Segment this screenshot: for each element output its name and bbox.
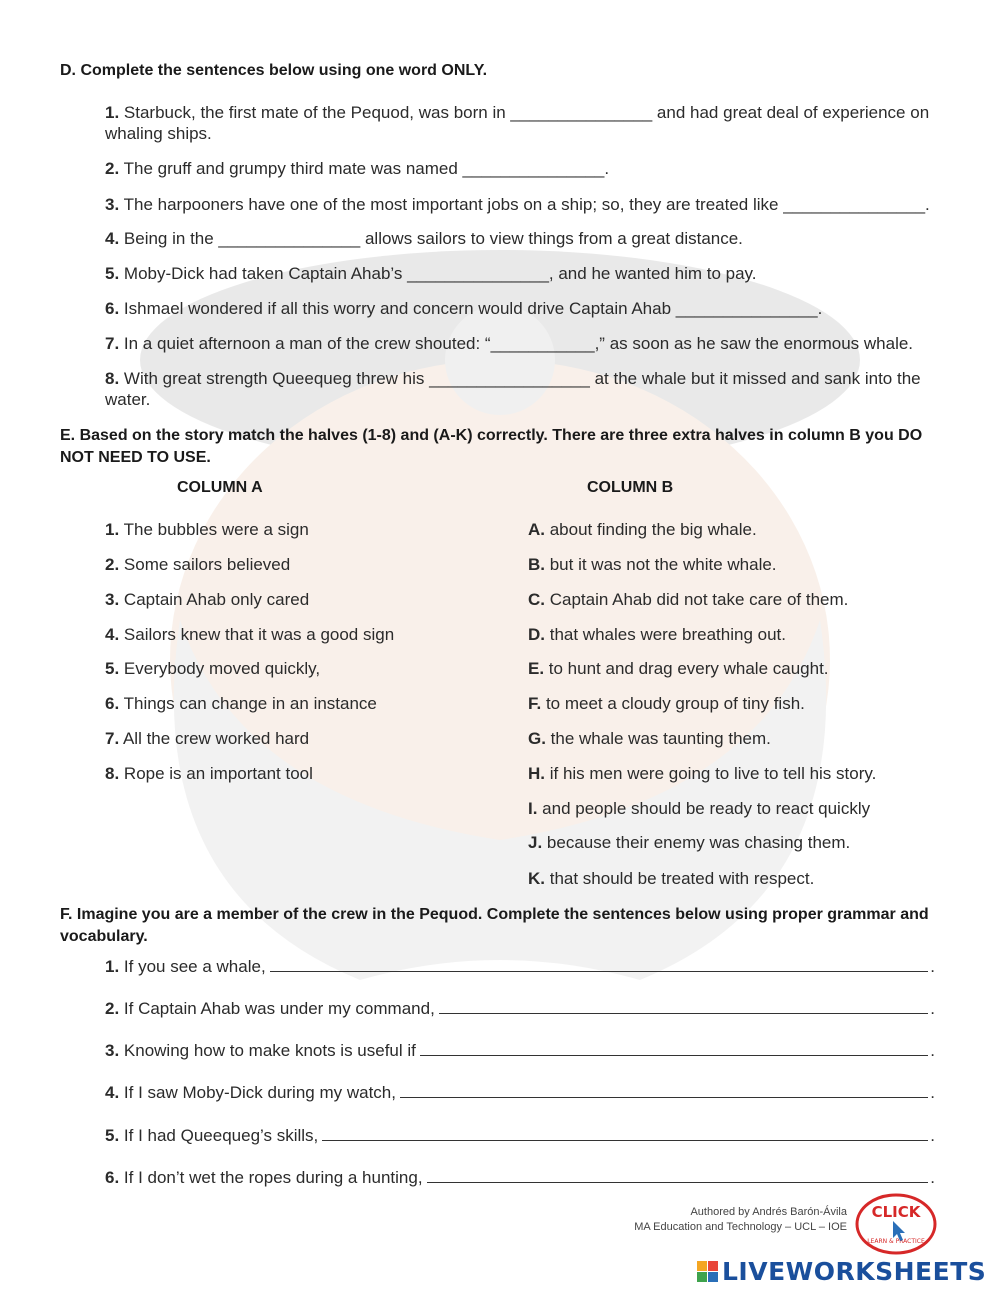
author-credit: Authored by Andrés Barón-Ávila <box>690 1206 847 1218</box>
column-b-item: H. if his men were going to live to tell his story. <box>528 764 877 783</box>
section-d-item: 6. Ishmael wondered if all this worry and concern would drive Captain Ahab _______________. <box>105 299 823 318</box>
section-f-item: 6. If I don’t wet the ropes during a hunting, . <box>105 1168 935 1187</box>
section-d-item: 8. With great strength Queequeg threw his _________________ at the whale but it missed and sank into the water. <box>105 369 921 409</box>
section-f-item: 2. If Captain Ahab was under my command, . <box>105 999 935 1018</box>
answer-blank[interactable] <box>427 1168 929 1183</box>
answer-blank[interactable] <box>400 1083 928 1098</box>
column-a-heading: COLUMN A <box>177 479 263 496</box>
liveworksheets-brand-text: LIVEWORKSHEETS <box>722 1257 987 1286</box>
section-f-item: 5. If I had Queequeg’s skills, . <box>105 1126 935 1145</box>
column-b-item: G. the whale was taunting them. <box>528 729 771 748</box>
section-d-item: 3. The harpooners have one of the most important jobs on a ship; so, they are treated like _______________. <box>105 195 930 214</box>
section-f-item: 3. Knowing how to make knots is useful if . <box>105 1041 935 1060</box>
column-a-item: 5. Everybody moved quickly, <box>105 659 321 678</box>
click-logo-icon <box>855 1193 937 1255</box>
section-d-item: 4. Being in the _______________ allows sailors to view things from a great distance. <box>105 229 743 248</box>
author-affiliation: MA Education and Technology – UCL – IOE <box>634 1221 847 1233</box>
answer-blank[interactable] <box>270 957 929 972</box>
column-a-item: 6. Things can change in an instance <box>105 694 377 713</box>
section-d-item: 2. The gruff and grumpy third mate was named _______________. <box>105 159 610 178</box>
click-badge-subtext: LEARN & PRACTICE <box>867 1238 925 1245</box>
column-b-item: B. but it was not the white whale. <box>528 555 777 574</box>
column-a-item: 7. All the crew worked hard <box>105 729 310 748</box>
column-a-item: 3. Captain Ahab only cared <box>105 590 310 609</box>
logo-squares-icon <box>697 1261 718 1282</box>
column-b-item: C. Captain Ahab did not take care of them. <box>528 590 849 609</box>
section-e-title: E. Based on the story match the halves (1-8) and (A-K) correctly. There are three extra halves in column B you DO NOT NEED TO USE. <box>60 427 923 466</box>
section-f-title: F. Imagine you are a member of the crew in the Pequod. Complete the sentences below using proper grammar and vocabulary. <box>60 906 929 945</box>
column-b-item: J. because their enemy was chasing them. <box>528 833 851 852</box>
section-f-item: 4. If I saw Moby-Dick during my watch, . <box>105 1083 935 1102</box>
section-f-item: 1. If you see a whale, . <box>105 957 935 976</box>
answer-blank[interactable] <box>439 999 928 1014</box>
answer-blank[interactable] <box>322 1126 928 1141</box>
column-b-heading: COLUMN B <box>587 479 674 496</box>
column-a-item: 8. Rope is an important tool <box>105 764 313 783</box>
section-d-item: 5. Moby-Dick had taken Captain Ahab’s _______________, and he wanted him to pay. <box>105 264 757 283</box>
column-b-item: E. to hunt and drag every whale caught. <box>528 659 829 678</box>
click-badge-text: CLICK <box>871 1203 921 1221</box>
column-b-item: I. and people should be ready to react quickly <box>528 799 871 818</box>
column-a-item: 2. Some sailors believed <box>105 555 291 574</box>
column-b-item: F. to meet a cloudy group of tiny fish. <box>528 694 805 713</box>
liveworksheets-logo <box>697 1257 986 1286</box>
answer-blank[interactable] <box>420 1041 928 1056</box>
column-a-item: 4. Sailors knew that it was a good sign <box>105 625 395 644</box>
section-d-item: 1. Starbuck, the first mate of the Pequod, was born in _______________ and had great deal of experience on whaling ships. <box>105 103 930 143</box>
section-d-item: 7. In a quiet afternoon a man of the crew shouted: “___________,” as soon as he saw the enormous whale. <box>105 334 914 353</box>
column-b-item: D. that whales were breathing out. <box>528 625 786 644</box>
column-b-item: A. about finding the big whale. <box>528 520 757 539</box>
column-a-item: 1. The bubbles were a sign <box>105 520 309 539</box>
column-b-item: K. that should be treated with respect. <box>528 869 815 888</box>
section-d-title: D. Complete the sentences below using one word ONLY. <box>60 62 488 79</box>
